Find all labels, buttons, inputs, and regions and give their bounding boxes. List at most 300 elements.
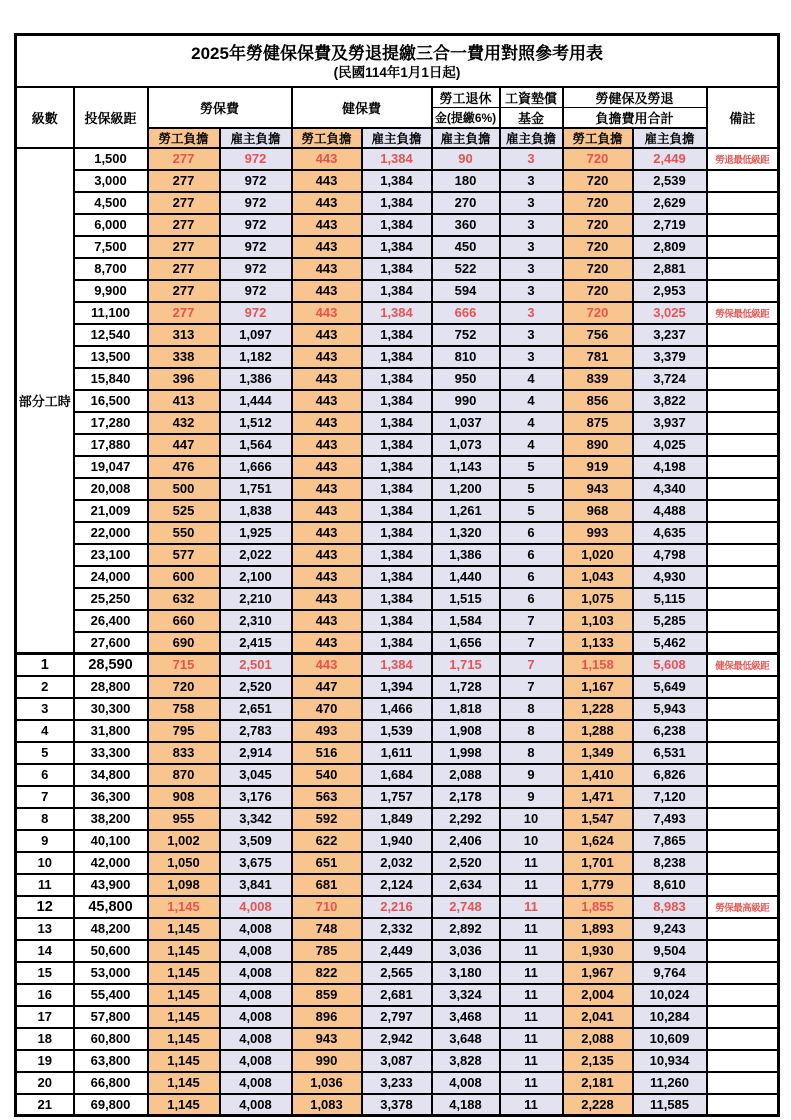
labor-employer-cell: 3,841: [220, 874, 292, 896]
health-worker-cell: 443: [292, 610, 362, 632]
bracket-cell: 50,600: [74, 940, 148, 962]
pension-employer-cell: 270: [432, 192, 500, 214]
remark-cell: 健保最低級距: [707, 654, 779, 676]
health-employer-cell: 1,684: [362, 764, 432, 786]
labor-employer-cell: 4,008: [220, 1094, 292, 1116]
pension-employer-cell: 752: [432, 324, 500, 346]
labor-worker-cell: 277: [148, 258, 220, 280]
health-employer-cell: 1,394: [362, 676, 432, 698]
labor-worker-cell: 277: [148, 214, 220, 236]
wage-fund-employer-cell: 9: [500, 786, 563, 808]
wage-fund-employer-cell: 3: [500, 148, 563, 170]
bracket-cell: 22,000: [74, 522, 148, 544]
table-row: [16, 258, 779, 280]
bracket-cell: 27,600: [74, 632, 148, 654]
bracket-cell: 11,100: [74, 302, 148, 324]
health-employer-cell: 3,233: [362, 1072, 432, 1094]
part-time-group-label: 部分工時: [16, 148, 74, 654]
health-worker-cell: 651: [292, 852, 362, 874]
labor-worker-cell: 1,145: [148, 940, 220, 962]
total-employer-cell: 8,983: [633, 896, 707, 918]
pension-employer-cell: 2,520: [432, 852, 500, 874]
health-worker-cell: 943: [292, 1028, 362, 1050]
wage-fund-employer-cell: 8: [500, 742, 563, 764]
wage-fund-employer-cell: 7: [500, 632, 563, 654]
total-worker-cell: 720: [563, 302, 633, 324]
table-row: [16, 544, 779, 566]
wage-fund-employer-cell: 7: [500, 676, 563, 698]
pension-employer-cell: 666: [432, 302, 500, 324]
health-worker-cell: 443: [292, 412, 362, 434]
total-employer-cell: 11,260: [633, 1072, 707, 1094]
labor-worker-cell: 1,145: [148, 962, 220, 984]
total-worker-cell: 1,158: [563, 654, 633, 676]
wage-fund-employer-cell: 3: [500, 280, 563, 302]
total-employer-cell: 11,585: [633, 1094, 707, 1116]
total-worker-cell: 2,181: [563, 1072, 633, 1094]
labor-employer-cell: 1,838: [220, 500, 292, 522]
health-employer-cell: 1,384: [362, 500, 432, 522]
pension-employer-cell: 90: [432, 148, 500, 170]
pension-employer-cell: 2,748: [432, 896, 500, 918]
pension-employer-cell: 990: [432, 390, 500, 412]
pension-employer-cell: 1,584: [432, 610, 500, 632]
table-row: [16, 236, 779, 258]
labor-employer-cell: 4,008: [220, 1072, 292, 1094]
table-row: [16, 280, 779, 302]
remark-cell: [707, 478, 779, 500]
bracket-cell: 17,280: [74, 412, 148, 434]
wage-fund-employer-cell: 11: [500, 1072, 563, 1094]
total-employer-cell: 4,798: [633, 544, 707, 566]
labor-employer-cell: 3,176: [220, 786, 292, 808]
health-worker-cell: 443: [292, 456, 362, 478]
total-worker-cell: 720: [563, 148, 633, 170]
bracket-cell: 69,800: [74, 1094, 148, 1116]
level-cell: 3: [16, 698, 74, 720]
remark-cell: 勞保最低級距: [707, 302, 779, 324]
wage-fund-employer-cell: 6: [500, 566, 563, 588]
labor-employer-cell: 1,564: [220, 434, 292, 456]
pension-employer-cell: 1,037: [432, 412, 500, 434]
total-worker-cell: 890: [563, 434, 633, 456]
health-employer-cell: 1,384: [362, 610, 432, 632]
level-cell: 20: [16, 1072, 74, 1094]
wage-fund-employer-cell: 3: [500, 236, 563, 258]
labor-worker-cell: 277: [148, 236, 220, 258]
bracket-cell: 1,500: [74, 148, 148, 170]
labor-worker-cell: 1,002: [148, 830, 220, 852]
table-row: [16, 852, 779, 874]
total-employer-cell: 4,198: [633, 456, 707, 478]
bracket-cell: 13,500: [74, 346, 148, 368]
wage-fund-employer-cell: 8: [500, 698, 563, 720]
wage-fund-employer-cell: 3: [500, 302, 563, 324]
pension-employer-cell: 2,406: [432, 830, 500, 852]
health-employer-cell: 2,565: [362, 962, 432, 984]
health-worker-cell: 1,036: [292, 1072, 362, 1094]
health-employer-cell: 1,384: [362, 544, 432, 566]
bracket-cell: 38,200: [74, 808, 148, 830]
labor-employer-cell: 4,008: [220, 1050, 292, 1072]
health-employer-cell: 2,449: [362, 940, 432, 962]
labor-employer-cell: 972: [220, 170, 292, 192]
health-worker-cell: 443: [292, 434, 362, 456]
wage-fund-employer-cell: 3: [500, 258, 563, 280]
bracket-cell: 34,800: [74, 764, 148, 786]
bracket-cell: 20,008: [74, 478, 148, 500]
total-worker-cell: 1,349: [563, 742, 633, 764]
total-employer-cell: 2,719: [633, 214, 707, 236]
total-worker-cell: 839: [563, 368, 633, 390]
level-cell: 11: [16, 874, 74, 896]
total-employer-cell: 3,724: [633, 368, 707, 390]
remark-cell: [707, 192, 779, 214]
labor-worker-cell: 1,145: [148, 1050, 220, 1072]
labor-worker-cell: 1,050: [148, 852, 220, 874]
wage-fund-employer-cell: 9: [500, 764, 563, 786]
pension-employer-cell: 1,320: [432, 522, 500, 544]
health-worker-cell: 443: [292, 258, 362, 280]
health-worker-cell: 443: [292, 192, 362, 214]
table-row: [16, 830, 779, 852]
wage-fund-employer-cell: 6: [500, 588, 563, 610]
pension-employer-cell: 1,073: [432, 434, 500, 456]
labor-worker-cell: 1,145: [148, 918, 220, 940]
remark-cell: [707, 258, 779, 280]
health-employer-cell: 1,466: [362, 698, 432, 720]
health-employer-cell: 1,384: [362, 192, 432, 214]
health-worker-cell: 443: [292, 236, 362, 258]
remark-cell: [707, 346, 779, 368]
bracket-cell: 9,900: [74, 280, 148, 302]
labor-employer-cell: 1,386: [220, 368, 292, 390]
pension-employer-cell: 2,292: [432, 808, 500, 830]
health-worker-cell: 443: [292, 588, 362, 610]
remark-cell: [707, 368, 779, 390]
labor-worker-cell: 1,145: [148, 984, 220, 1006]
labor-worker-cell: 500: [148, 478, 220, 500]
pension-employer-cell: 810: [432, 346, 500, 368]
bracket-cell: 57,800: [74, 1006, 148, 1028]
table-row: [16, 874, 779, 896]
total-employer-cell: 5,462: [633, 632, 707, 654]
remark-cell: [707, 918, 779, 940]
subheader-labor-employer: 雇主負擔: [220, 128, 292, 148]
labor-employer-cell: 2,210: [220, 588, 292, 610]
level-cell: 12: [16, 896, 74, 918]
total-employer-cell: 6,826: [633, 764, 707, 786]
labor-worker-cell: 396: [148, 368, 220, 390]
total-employer-cell: 2,809: [633, 236, 707, 258]
remark-cell: [707, 522, 779, 544]
health-employer-cell: 3,087: [362, 1050, 432, 1072]
health-worker-cell: 443: [292, 302, 362, 324]
wage-fund-employer-cell: 7: [500, 654, 563, 676]
health-worker-cell: 1,083: [292, 1094, 362, 1116]
bracket-cell: 19,047: [74, 456, 148, 478]
table-row: [16, 940, 779, 962]
labor-worker-cell: 1,145: [148, 1006, 220, 1028]
wage-fund-employer-cell: 8: [500, 720, 563, 742]
total-employer-cell: 4,340: [633, 478, 707, 500]
total-worker-cell: 2,041: [563, 1006, 633, 1028]
wage-fund-employer-cell: 6: [500, 522, 563, 544]
total-worker-cell: 968: [563, 500, 633, 522]
remark-cell: [707, 830, 779, 852]
health-worker-cell: 710: [292, 896, 362, 918]
health-employer-cell: 1,611: [362, 742, 432, 764]
pension-employer-cell: 4,188: [432, 1094, 500, 1116]
remark-cell: [707, 1094, 779, 1116]
health-employer-cell: 1,384: [362, 214, 432, 236]
total-worker-cell: 1,103: [563, 610, 633, 632]
labor-worker-cell: 795: [148, 720, 220, 742]
wage-fund-employer-cell: 11: [500, 984, 563, 1006]
bracket-cell: 24,000: [74, 566, 148, 588]
health-worker-cell: 540: [292, 764, 362, 786]
remark-cell: [707, 1072, 779, 1094]
health-employer-cell: 1,384: [362, 434, 432, 456]
health-employer-cell: 1,384: [362, 478, 432, 500]
total-worker-cell: 1,075: [563, 588, 633, 610]
total-employer-cell: 2,449: [633, 148, 707, 170]
pension-employer-cell: 3,324: [432, 984, 500, 1006]
labor-employer-cell: 2,501: [220, 654, 292, 676]
labor-worker-cell: 690: [148, 632, 220, 654]
table-row: [16, 148, 779, 170]
col-header-labor-insurance: 勞保費: [148, 87, 292, 128]
table-row: [16, 1006, 779, 1028]
health-employer-cell: 1,384: [362, 654, 432, 676]
bracket-cell: 8,700: [74, 258, 148, 280]
wage-fund-employer-cell: 5: [500, 478, 563, 500]
total-worker-cell: 720: [563, 214, 633, 236]
labor-worker-cell: 715: [148, 654, 220, 676]
labor-worker-cell: 1,145: [148, 896, 220, 918]
health-worker-cell: 592: [292, 808, 362, 830]
level-cell: 13: [16, 918, 74, 940]
table-row: [16, 214, 779, 236]
total-employer-cell: 4,930: [633, 566, 707, 588]
health-employer-cell: 1,384: [362, 280, 432, 302]
remark-cell: [707, 588, 779, 610]
wage-fund-employer-cell: 11: [500, 896, 563, 918]
labor-worker-cell: 432: [148, 412, 220, 434]
level-cell: 2: [16, 676, 74, 698]
pension-employer-cell: 1,656: [432, 632, 500, 654]
total-employer-cell: 7,865: [633, 830, 707, 852]
health-employer-cell: 1,384: [362, 258, 432, 280]
remark-cell: [707, 632, 779, 654]
health-employer-cell: 2,216: [362, 896, 432, 918]
total-worker-cell: 1,893: [563, 918, 633, 940]
health-worker-cell: 443: [292, 500, 362, 522]
wage-fund-employer-cell: 10: [500, 808, 563, 830]
col-header-pension-line1: 勞工退休: [432, 87, 500, 108]
health-worker-cell: 443: [292, 324, 362, 346]
health-employer-cell: 1,384: [362, 324, 432, 346]
labor-employer-cell: 4,008: [220, 940, 292, 962]
table-row: [16, 170, 779, 192]
level-cell: 6: [16, 764, 74, 786]
health-employer-cell: 1,539: [362, 720, 432, 742]
table-row: [16, 786, 779, 808]
table-row: [16, 698, 779, 720]
bracket-cell: 60,800: [74, 1028, 148, 1050]
labor-employer-cell: 972: [220, 192, 292, 214]
subheader-wage-fund-employer: 雇主負擔: [500, 128, 563, 148]
labor-employer-cell: 2,100: [220, 566, 292, 588]
labor-worker-cell: 1,145: [148, 1094, 220, 1116]
health-worker-cell: 681: [292, 874, 362, 896]
health-worker-cell: 563: [292, 786, 362, 808]
labor-worker-cell: 1,145: [148, 1028, 220, 1050]
health-worker-cell: 443: [292, 566, 362, 588]
labor-worker-cell: 313: [148, 324, 220, 346]
level-cell: 16: [16, 984, 74, 1006]
remark-cell: [707, 214, 779, 236]
pension-employer-cell: 1,261: [432, 500, 500, 522]
remark-cell: [707, 786, 779, 808]
labor-worker-cell: 277: [148, 170, 220, 192]
subheader-pension-employer: 雇主負擔: [432, 128, 500, 148]
bracket-cell: 6,000: [74, 214, 148, 236]
pension-employer-cell: 3,180: [432, 962, 500, 984]
pension-employer-cell: 594: [432, 280, 500, 302]
subheader-labor-worker: 勞工負擔: [148, 128, 220, 148]
labor-worker-cell: 277: [148, 302, 220, 324]
col-header-total-line1: 勞健保及勞退: [563, 87, 707, 108]
table-row: [16, 390, 779, 412]
pension-employer-cell: 1,998: [432, 742, 500, 764]
health-employer-cell: 1,384: [362, 456, 432, 478]
labor-employer-cell: 2,022: [220, 544, 292, 566]
health-worker-cell: 822: [292, 962, 362, 984]
health-employer-cell: 2,681: [362, 984, 432, 1006]
health-employer-cell: 2,124: [362, 874, 432, 896]
wage-fund-employer-cell: 11: [500, 1006, 563, 1028]
bracket-cell: 66,800: [74, 1072, 148, 1094]
health-employer-cell: 1,384: [362, 632, 432, 654]
total-employer-cell: 4,025: [633, 434, 707, 456]
health-employer-cell: 1,384: [362, 566, 432, 588]
total-employer-cell: 7,493: [633, 808, 707, 830]
pension-employer-cell: 2,178: [432, 786, 500, 808]
total-employer-cell: 3,025: [633, 302, 707, 324]
health-worker-cell: 443: [292, 170, 362, 192]
pension-employer-cell: 3,036: [432, 940, 500, 962]
wage-fund-employer-cell: 5: [500, 500, 563, 522]
remark-cell: [707, 170, 779, 192]
wage-fund-employer-cell: 3: [500, 214, 563, 236]
health-employer-cell: 2,332: [362, 918, 432, 940]
remark-cell: [707, 566, 779, 588]
labor-worker-cell: 413: [148, 390, 220, 412]
remark-cell: 勞退最低級距: [707, 148, 779, 170]
level-cell: 19: [16, 1050, 74, 1072]
remark-cell: [707, 412, 779, 434]
level-cell: 9: [16, 830, 74, 852]
table-row: [16, 1050, 779, 1072]
total-worker-cell: 1,547: [563, 808, 633, 830]
wage-fund-employer-cell: 11: [500, 1050, 563, 1072]
bracket-cell: 4,500: [74, 192, 148, 214]
total-worker-cell: 2,088: [563, 1028, 633, 1050]
pension-employer-cell: 1,386: [432, 544, 500, 566]
labor-employer-cell: 972: [220, 302, 292, 324]
total-worker-cell: 2,135: [563, 1050, 633, 1072]
table-row: [16, 654, 779, 676]
health-employer-cell: 1,384: [362, 390, 432, 412]
total-worker-cell: 2,228: [563, 1094, 633, 1116]
table-row: [16, 1072, 779, 1094]
col-header-total-line2: 負擔費用合計: [563, 107, 707, 128]
pension-employer-cell: 3,828: [432, 1050, 500, 1072]
total-employer-cell: 10,024: [633, 984, 707, 1006]
level-cell: 18: [16, 1028, 74, 1050]
col-header-wage-fund-line1: 工資墊償: [500, 87, 563, 108]
table-row: [16, 720, 779, 742]
table-row: [16, 1028, 779, 1050]
labor-worker-cell: 660: [148, 610, 220, 632]
level-cell: 21: [16, 1094, 74, 1116]
pension-employer-cell: 2,892: [432, 918, 500, 940]
pension-employer-cell: 1,440: [432, 566, 500, 588]
total-worker-cell: 875: [563, 412, 633, 434]
level-cell: 4: [16, 720, 74, 742]
remark-cell: [707, 742, 779, 764]
health-employer-cell: 1,757: [362, 786, 432, 808]
labor-employer-cell: 1,751: [220, 478, 292, 500]
bracket-cell: 26,400: [74, 610, 148, 632]
col-header-level: 級數: [16, 87, 74, 148]
pension-employer-cell: 1,908: [432, 720, 500, 742]
health-employer-cell: 1,384: [362, 522, 432, 544]
remark-cell: [707, 434, 779, 456]
total-employer-cell: 9,243: [633, 918, 707, 940]
labor-employer-cell: 972: [220, 214, 292, 236]
labor-worker-cell: 277: [148, 280, 220, 302]
total-employer-cell: 9,764: [633, 962, 707, 984]
total-employer-cell: 2,881: [633, 258, 707, 280]
health-employer-cell: 1,384: [362, 588, 432, 610]
total-worker-cell: 1,167: [563, 676, 633, 698]
labor-employer-cell: 1,182: [220, 346, 292, 368]
table-row: [16, 742, 779, 764]
labor-employer-cell: 1,512: [220, 412, 292, 434]
labor-worker-cell: 277: [148, 148, 220, 170]
wage-fund-employer-cell: 11: [500, 1094, 563, 1116]
health-worker-cell: 443: [292, 346, 362, 368]
labor-employer-cell: 1,925: [220, 522, 292, 544]
pension-employer-cell: 450: [432, 236, 500, 258]
health-worker-cell: 990: [292, 1050, 362, 1072]
labor-employer-cell: 1,097: [220, 324, 292, 346]
bracket-cell: 43,900: [74, 874, 148, 896]
table-row: [16, 192, 779, 214]
total-employer-cell: 3,937: [633, 412, 707, 434]
remark-cell: [707, 324, 779, 346]
labor-employer-cell: 2,914: [220, 742, 292, 764]
labor-employer-cell: 3,675: [220, 852, 292, 874]
total-worker-cell: 1,288: [563, 720, 633, 742]
pension-employer-cell: 1,200: [432, 478, 500, 500]
table-row: [16, 478, 779, 500]
labor-employer-cell: 1,666: [220, 456, 292, 478]
health-employer-cell: 3,378: [362, 1094, 432, 1116]
total-employer-cell: 10,934: [633, 1050, 707, 1072]
